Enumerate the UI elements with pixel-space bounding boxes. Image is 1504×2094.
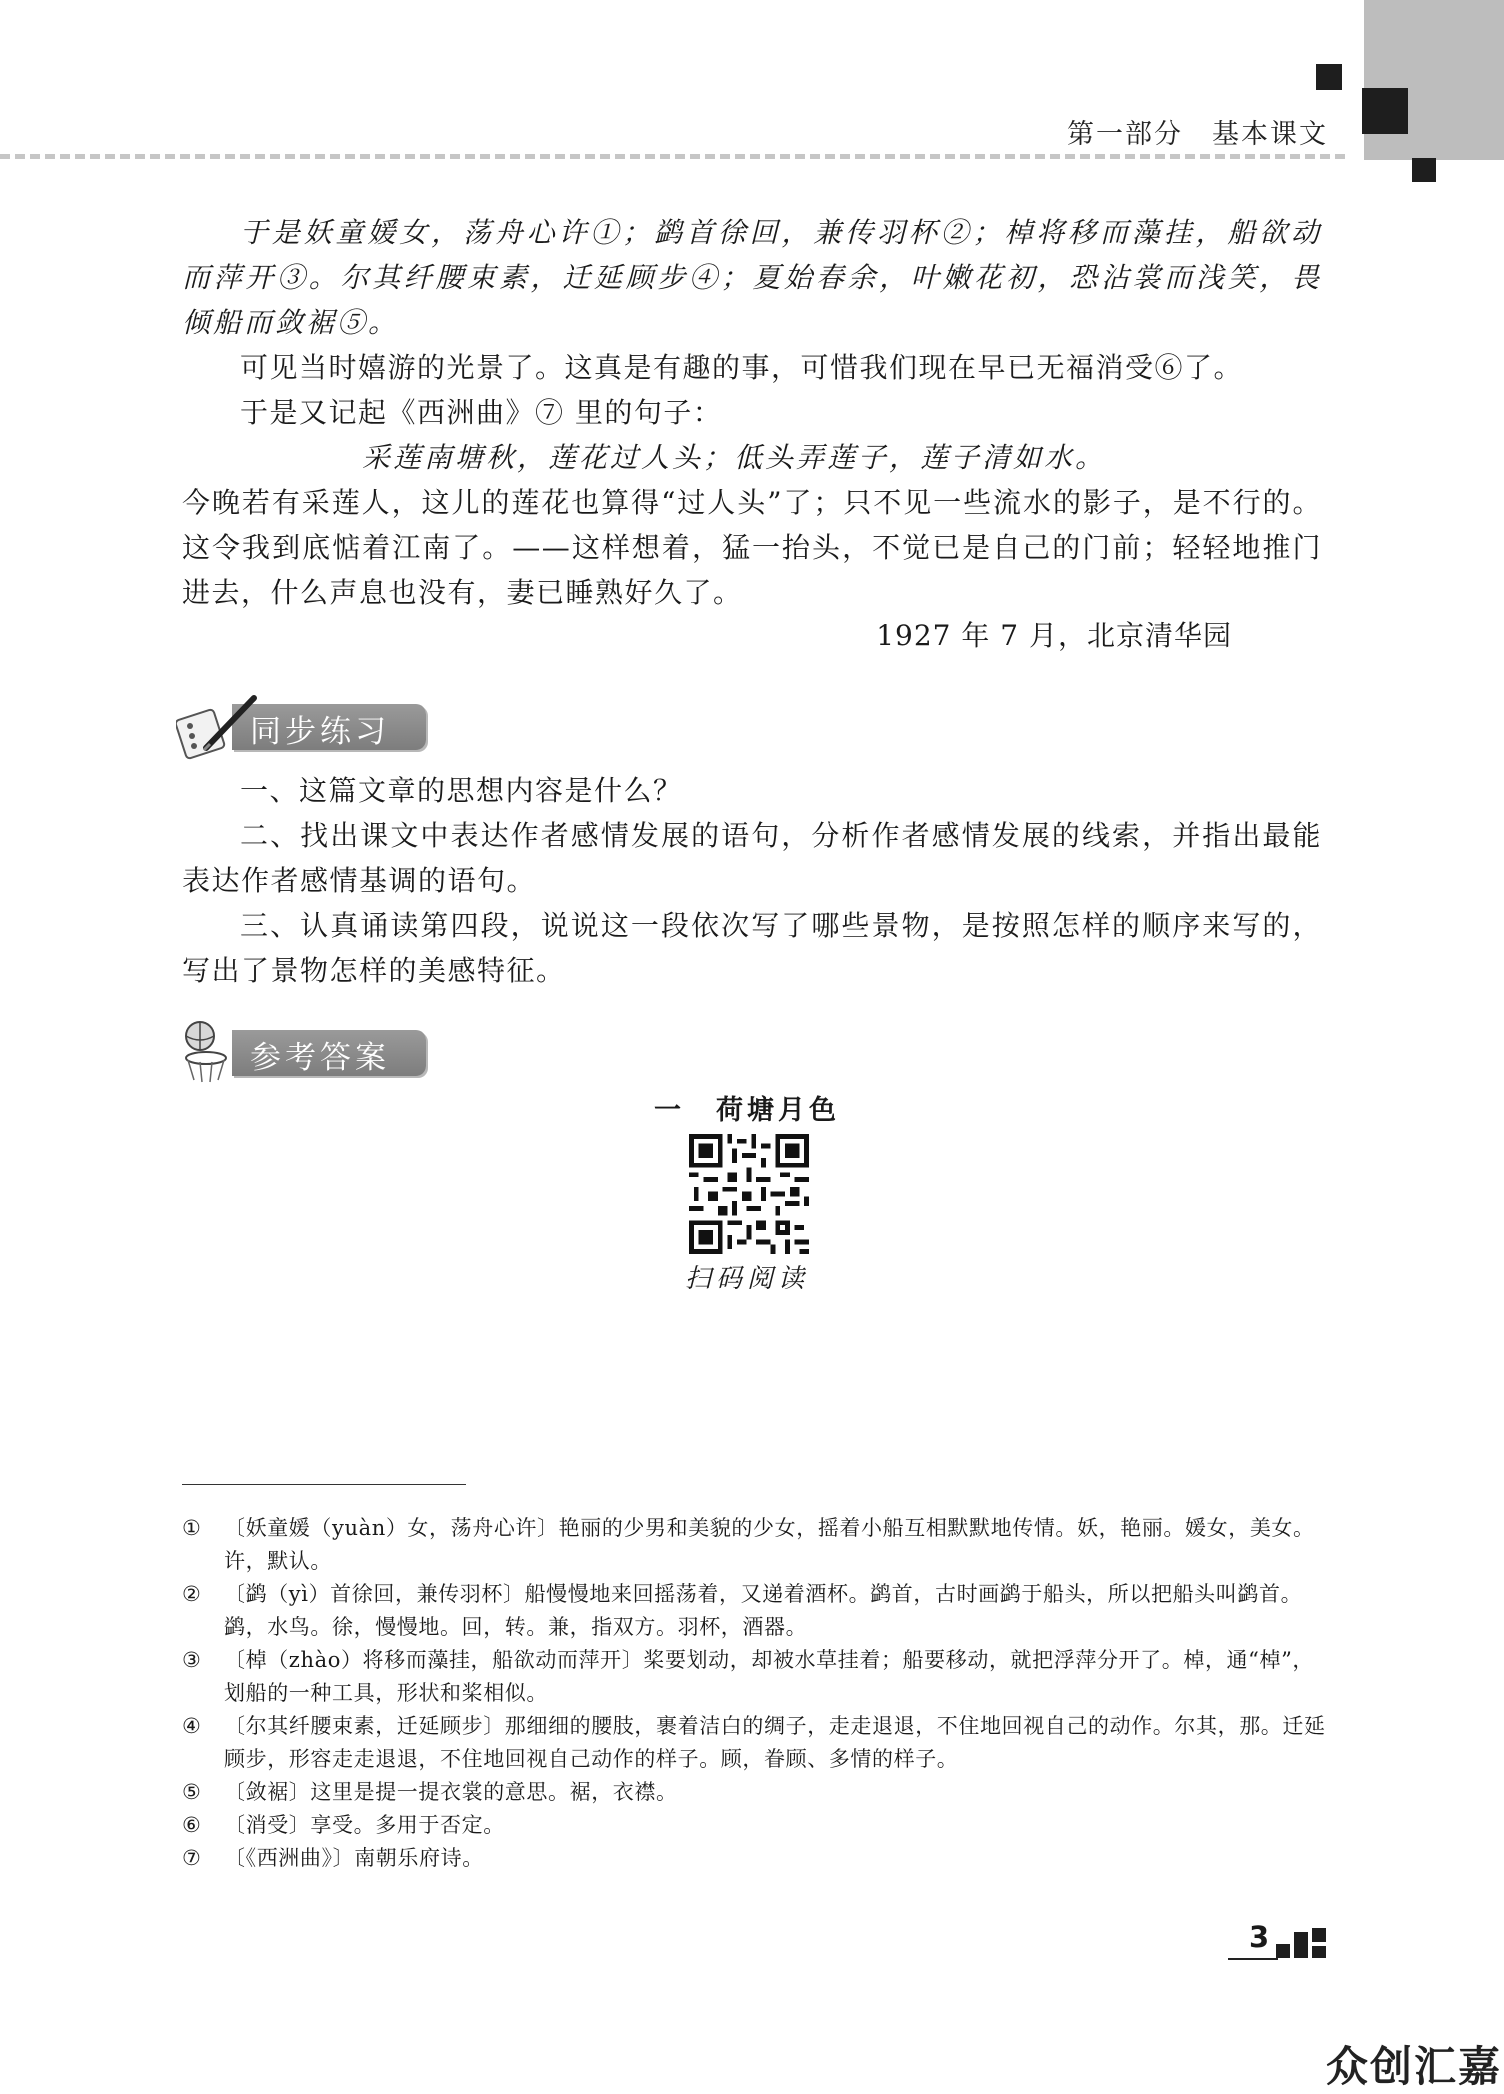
page-decoration-square xyxy=(1312,1946,1326,1958)
footnote-text: 〔敛裾〕这里是提一提衣裳的意思。裾，衣襟。 xyxy=(224,1780,678,1804)
page-decoration-square xyxy=(1294,1932,1308,1958)
footnote-number: ③ xyxy=(182,1648,202,1672)
footnote-number: ⑦ xyxy=(182,1846,202,1870)
footnote-item xyxy=(182,1710,1332,1776)
exercises-banner xyxy=(176,692,436,752)
poem-quote: 采莲南塘秋，莲花过人头；低头弄莲子，莲子清如水。 xyxy=(362,441,1107,474)
header-decoration-square xyxy=(1412,158,1436,182)
footnote-text: 〔消受〕享受。多用于否定。 xyxy=(224,1813,505,1837)
footnote-number: ④ xyxy=(182,1714,202,1738)
banner-label: 同步练习 xyxy=(250,714,390,750)
footnote-divider xyxy=(182,1484,466,1485)
footnote-number: ⑤ xyxy=(182,1780,202,1804)
footnote-item xyxy=(182,1644,1332,1710)
header-decoration-square xyxy=(1316,64,1342,90)
footnote-number: ⑥ xyxy=(182,1813,202,1837)
footnote-number: ① xyxy=(182,1516,202,1540)
answer-lesson-title: 一 荷塘月色 xyxy=(654,1095,840,1126)
footnotes xyxy=(182,1512,1332,1875)
exercise-question-2: 二、找出课文中表达作者感情发展的语句，分析作者感情发展的线索，并指出最能表达作者感情基调的语句。 xyxy=(182,819,1322,897)
page-number-rule xyxy=(1228,1958,1278,1960)
banner-label: 参考答案 xyxy=(250,1040,390,1076)
footnote-item xyxy=(182,1842,1332,1875)
paragraph: 可见当时嬉游的光景了。这真是有趣的事，可惜我们现在早已无福消受⑥了。 xyxy=(240,351,1244,384)
footnote-text: 〔尔其纤腰束素，迁延顾步〕那细细的腰肢，裹着洁白的绸子，走走退退，不住地回视自己的动作。尔其，那。迁延顾步，形容走走退退，不住地回视自己动作的样子。顾，眷顾、多情的样子。 xyxy=(224,1714,1326,1771)
page-decoration-square xyxy=(1312,1928,1326,1942)
header-decoration-gray xyxy=(1364,0,1504,160)
page-number: 3 xyxy=(1249,1920,1270,1954)
watermark-logo: 众创汇嘉 xyxy=(1325,2042,1502,2091)
qr-code-icon[interactable] xyxy=(689,1134,809,1254)
exercise-question-3: 三、认真诵读第四段，说说这一段依次写了哪些景物，是按照怎样的顺序来写的，写出了景物怎样的美感特征。 xyxy=(182,909,1322,987)
exercise-question-1: 一、这篇文章的思想内容是什么？ xyxy=(240,774,683,807)
running-header: 第一部分 基本课文 xyxy=(1067,119,1328,150)
basketball-hoop-icon xyxy=(176,1018,256,1088)
footnote-number: ② xyxy=(182,1582,202,1606)
footnote-text: 〔《西洲曲》〕南朝乐府诗。 xyxy=(224,1846,484,1870)
answers-banner xyxy=(176,1018,436,1078)
paragraph: 于是又记起《西洲曲》⑦ 里的句子： xyxy=(240,396,723,429)
footnote-item xyxy=(182,1776,1332,1809)
header-decoration-square xyxy=(1362,88,1408,134)
paragraph-classical-quote: 于是妖童媛女，荡舟心许①；鹢首徐回，兼传羽杯②；棹将移而藻挂，船欲动而萍开③。尔其纤腰束素，迁延顾步④；夏始春余，叶嫩花初，恐沾裳而浅笑，畏倾船而敛裾⑤。 xyxy=(182,216,1322,339)
paragraph: 今晚若有采莲人，这儿的莲花也算得“过人头”了；只不见一些流水的影子，是不行的。这令我到底惦着江南了。——这样想着，猛一抬头，不觉已是自己的门前；轻轻地推门进去，什么声息也没有，妻已睡熟好久了。 xyxy=(182,486,1322,609)
footnote-item xyxy=(182,1578,1332,1644)
qr-code-label: 扫码阅读 xyxy=(684,1264,809,1294)
date-signature: 1927 年 7 月，北京清华园 xyxy=(876,619,1232,652)
footnote-item xyxy=(182,1809,1332,1842)
footnote-text: 〔妖童媛（yuàn）女，荡舟心许〕艳丽的少男和美貌的少女，摇着小船互相默默地传情。妖，艳丽。媛女，美女。许，默认。 xyxy=(224,1516,1315,1573)
page-decoration-square xyxy=(1276,1944,1290,1958)
footnote-text: 〔鹢（yì）首徐回，兼传羽杯〕船慢慢地来回摇荡着，又递着酒杯。鹢首，古时画鹢于船头，所以把船头叫鹢首。鹢，水鸟。徐，慢慢地。回，转。兼，指双方。羽杯，酒器。 xyxy=(224,1582,1303,1639)
header-divider xyxy=(0,154,1345,159)
footnote-text: 〔棹（zhào）将移而藻挂，船欲动而萍开〕桨要划动，却被水草挂着；船要移动，就把浮萍分开了。棹，通“棹”，划船的一种工具，形状和桨相似。 xyxy=(224,1648,1315,1705)
footnote-item xyxy=(182,1512,1332,1578)
